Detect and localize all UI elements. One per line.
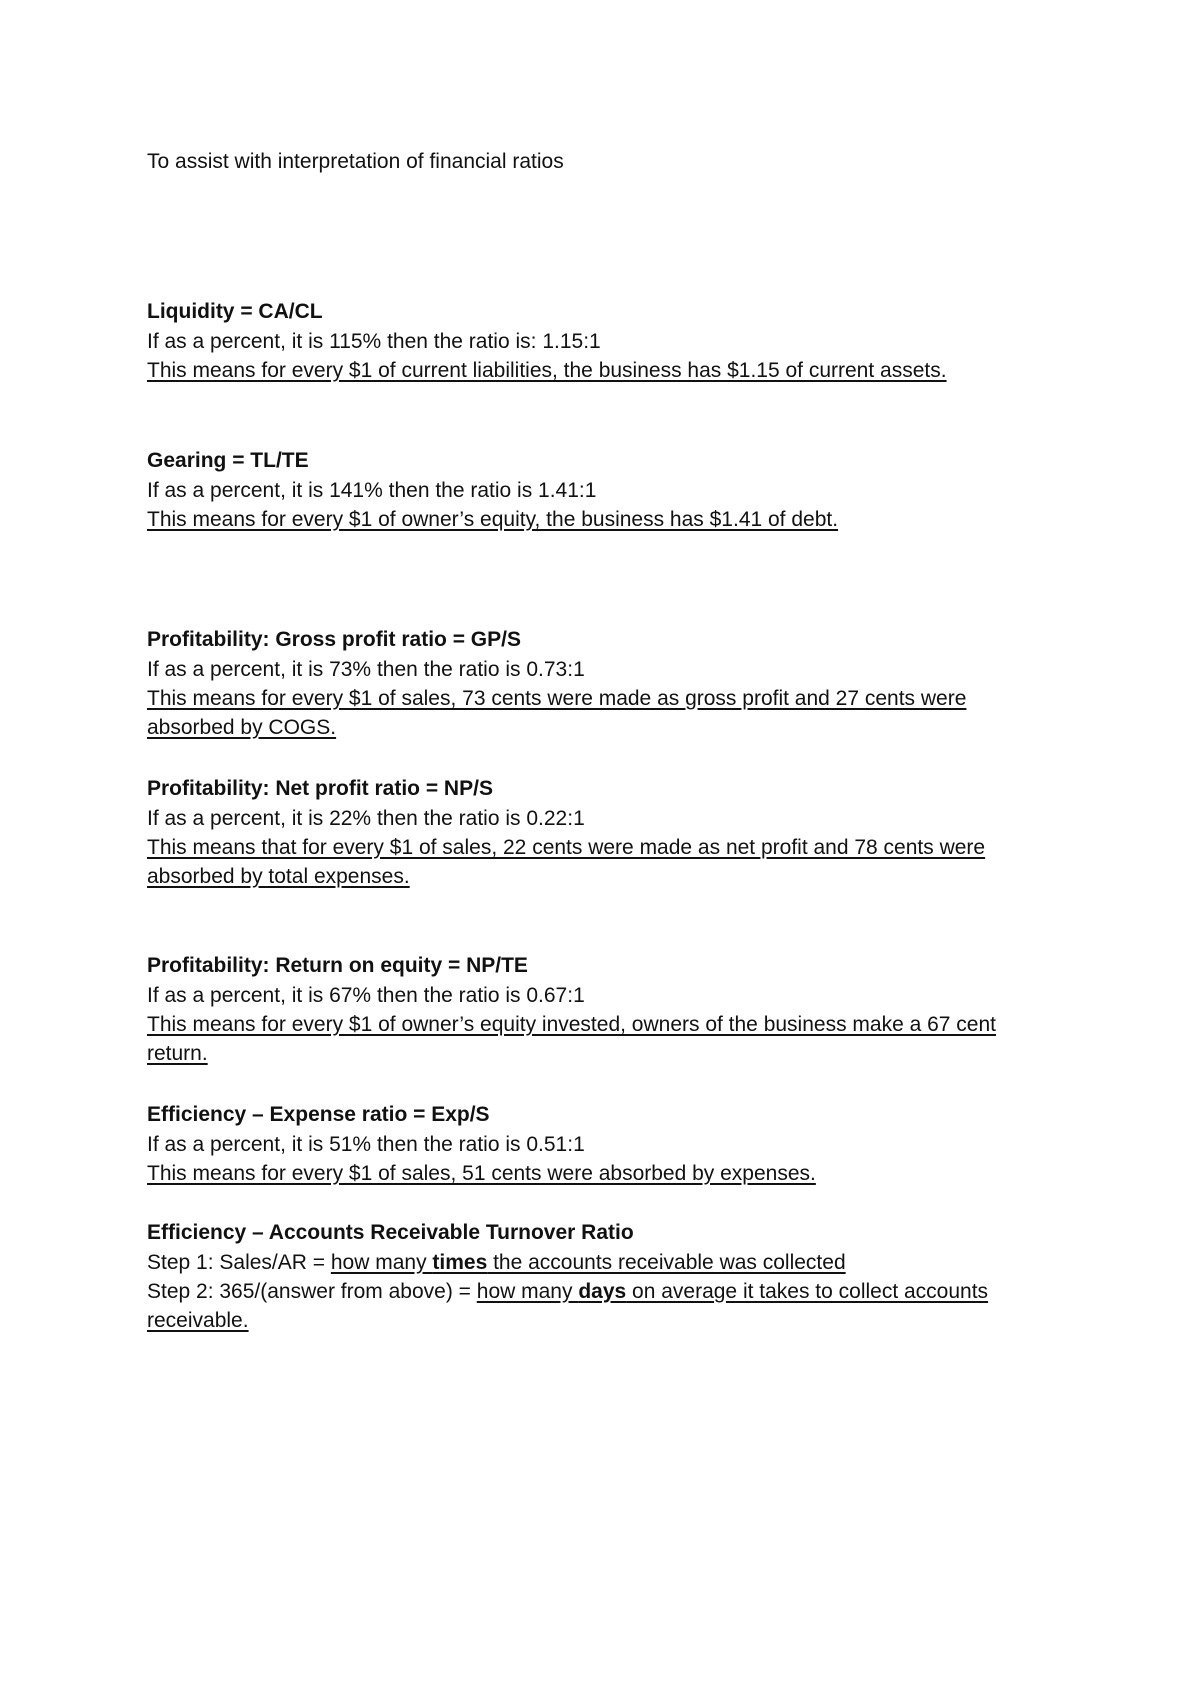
ar-step2-prefix: Step 2: 365/(answer from above) = xyxy=(147,1280,477,1303)
net-profit-meaning-line1: This means that for every $1 of sales, 22 cents were made as net profit and 78 cents were xyxy=(147,836,986,859)
roe-percent-line: If as a percent, it is 67% then the ratio is 0.67:1 xyxy=(147,984,585,1007)
ar-step1-times: times xyxy=(432,1251,488,1274)
gross-profit-percent-line: If as a percent, it is 73% then the ratio is 0.73:1 xyxy=(147,658,585,681)
gross-profit-heading: Profitability: Gross profit ratio = GP/S xyxy=(147,628,521,651)
intro-text: To assist with interpretation of financial ratios xyxy=(147,150,564,173)
gross-profit-meaning-line1: This means for every $1 of sales, 73 cents were made as gross profit and 27 cents were xyxy=(147,687,967,710)
gearing-meaning: This means for every $1 of owner’s equity, the business has $1.41 of debt. xyxy=(147,508,839,531)
ar-step1-desc-end: the accounts receivable was collected xyxy=(487,1251,846,1274)
liquidity-percent-line: If as a percent, it is 115% then the ratio is: 1.15:1 xyxy=(147,330,601,353)
liquidity-meaning: This means for every $1 of current liabilities, the business has $1.15 of current assets. xyxy=(147,359,947,382)
ar-step2-desc-start: how many xyxy=(476,1280,579,1303)
ar-step2-days: days xyxy=(578,1280,627,1303)
roe-meaning-line1: This means for every $1 of owner’s equity invested, owners of the business make a 67 cent xyxy=(147,1013,997,1036)
liquidity-heading: Liquidity = CA/CL xyxy=(147,300,323,323)
expense-heading: Efficiency – Expense ratio = Exp/S xyxy=(147,1103,490,1126)
gearing-percent-line: If as a percent, it is 141% then the ratio is 1.41:1 xyxy=(147,479,597,502)
ar-step2 xyxy=(147,1278,988,1306)
gross-profit-meaning-line2: absorbed by COGS. xyxy=(147,716,337,739)
ar-step1-prefix: Step 1: Sales/AR = xyxy=(147,1251,331,1274)
expense-meaning: This means for every $1 of sales, 51 cents were absorbed by expenses. xyxy=(147,1162,816,1185)
net-profit-percent-line: If as a percent, it is 22% then the ratio is 0.22:1 xyxy=(147,807,585,830)
ar-step2-desc-end: on average it takes to collect accounts xyxy=(626,1280,989,1303)
ar-step1 xyxy=(147,1249,846,1277)
ar-step2-continued: receivable. xyxy=(147,1309,249,1332)
ar-step1-desc-start: how many xyxy=(330,1251,433,1274)
roe-heading: Profitability: Return on equity = NP/TE xyxy=(147,954,528,977)
net-profit-meaning-line2: absorbed by total expenses. xyxy=(147,865,410,888)
ar-turnover-heading: Efficiency – Accounts Receivable Turnover Ratio xyxy=(147,1221,634,1244)
gearing-heading: Gearing = TL/TE xyxy=(147,449,309,472)
expense-percent-line: If as a percent, it is 51% then the ratio is 0.51:1 xyxy=(147,1133,585,1156)
net-profit-heading: Profitability: Net profit ratio = NP/S xyxy=(147,777,493,800)
roe-meaning-line2: return. xyxy=(147,1042,208,1065)
